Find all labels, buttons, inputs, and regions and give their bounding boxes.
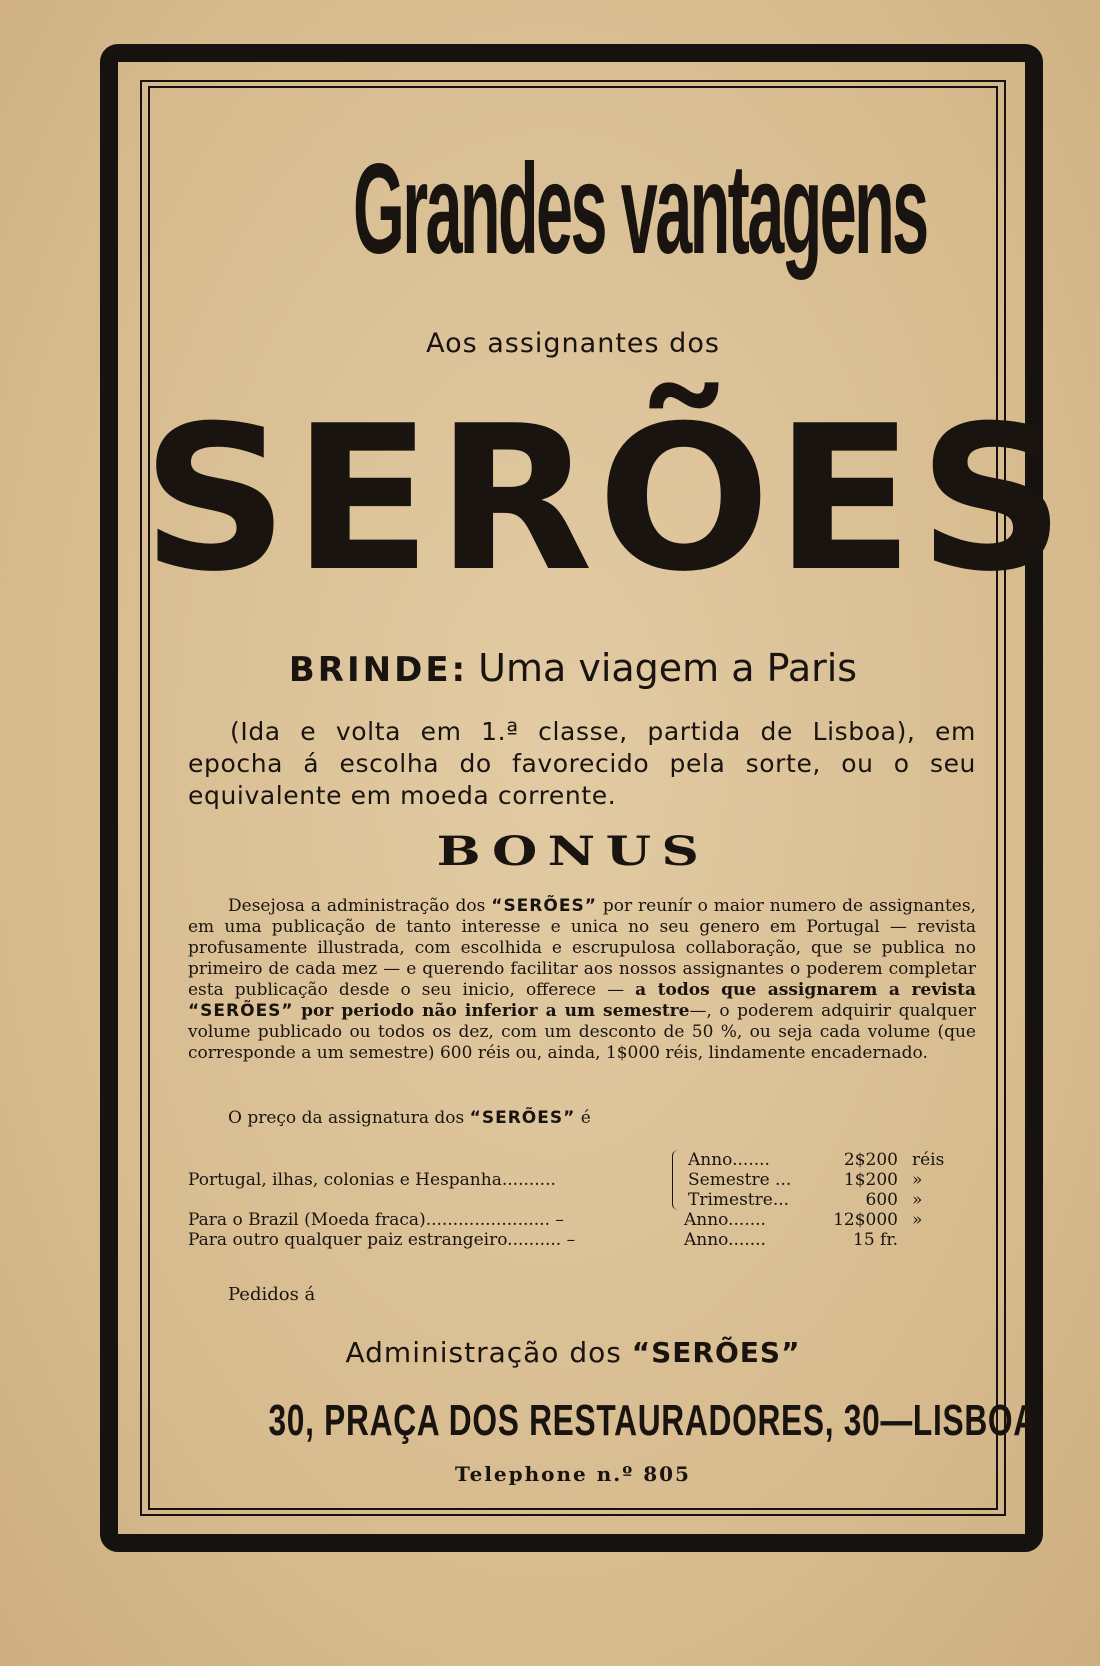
bonus-bold-1: a todos que assignarem a revista	[635, 980, 976, 1000]
amount-trimestre: 600	[865, 1190, 898, 1210]
bonus-text-3: —, o poderem adquirir qualquer volume publicado ou todos os dez, com um desconto de 50 %, ou seja cada volume (que corresponde a um semestre) 600 réis ou, ainda, 1$000 réis, lindamente encadernado.	[188, 1001, 976, 1063]
brace	[672, 1150, 683, 1210]
amount-brazil: 12$000	[833, 1210, 898, 1230]
unit-brazil: »	[912, 1210, 923, 1230]
bonus-brand: “SERÕES”	[491, 896, 597, 916]
unit-semestre: »	[912, 1170, 923, 1190]
price-intro-suffix: é	[580, 1108, 591, 1128]
region-foreign-label: Para outro qualquer paiz estrangeiro	[188, 1230, 508, 1250]
price-intro-text: O preço da assignatura dos	[228, 1108, 465, 1128]
address: 30, PRAÇA DOS RESTAURADORES, 30—LISBOA	[268, 1396, 1037, 1445]
period-anno: Anno.......	[688, 1150, 770, 1170]
region-foreign	[188, 1230, 575, 1250]
region-brazil	[188, 1210, 564, 1230]
masthead: SERÕES	[141, 383, 1070, 616]
region-portugal	[188, 1170, 556, 1190]
bonus-brand-2: “SERÕES”	[188, 1001, 294, 1021]
brinde-label: BRINDE:	[288, 650, 469, 690]
period-semestre: Semestre ...	[688, 1170, 792, 1190]
period-trimestre: Trimestre...	[688, 1190, 790, 1210]
amount-anno: 2$200	[843, 1150, 898, 1170]
unit-anno: réis	[912, 1150, 945, 1170]
region-portugal-label: Portugal, ilhas, colonias e Hespanha	[188, 1170, 502, 1190]
amount-foreign: 15 fr.	[853, 1230, 898, 1250]
bonus-text-2: por reunír o maior numero de assignantes, em uma publicação de tanto interesse e unica no seu genero em Portugal — revista profusamente illustrada, com escolhida e escrupulosa collaboração, que se publica no primeiro de cada mez — e querendo facilitar aos nossos assignantes o poderem completar esta publicação desde o seu inicio, offerece —	[188, 896, 976, 1000]
bonus-bold-2: por periodo não inferior a um semestre	[301, 1001, 690, 1021]
admin-line	[150, 1336, 996, 1369]
unit-trimestre: »	[912, 1190, 923, 1210]
amount-semestre: 1$200	[843, 1170, 898, 1190]
period-brazil: Anno.......	[684, 1210, 766, 1230]
dot-leader: ....................... –	[425, 1210, 564, 1230]
headline: Grandes vantagens	[353, 138, 927, 281]
price-intro	[228, 1108, 591, 1128]
telephone: Telephone n.º 805	[455, 1462, 691, 1486]
bonus-text-1: Desejosa a administração dos	[228, 896, 486, 916]
pedidos: Pedidos á	[228, 1284, 316, 1305]
dot-leader: .......... –	[507, 1230, 576, 1250]
admin-brand: “SERÕES”	[631, 1336, 801, 1369]
bonus-title: BONUS	[436, 828, 710, 875]
admin-text: Administração dos	[345, 1336, 622, 1369]
region-brazil-label: Para o Brazil (Moeda fraca)	[188, 1210, 426, 1230]
brinde-text: Uma viagem a Paris	[478, 646, 858, 690]
subtitle: Aos assignantes dos	[426, 328, 720, 359]
prize-description: (Ida e volta em 1.ª classe, partida de Lisboa), em epocha á escolha do favorecido pela sorte, ou o seu equivalente em moeda corrente.	[188, 717, 976, 810]
bonus-paragraph	[188, 896, 976, 1064]
period-foreign: Anno.......	[684, 1230, 766, 1250]
brinde-line	[150, 646, 996, 690]
price-intro-brand: “SERÕES”	[469, 1108, 576, 1128]
dot-leader: ..........	[501, 1170, 556, 1190]
